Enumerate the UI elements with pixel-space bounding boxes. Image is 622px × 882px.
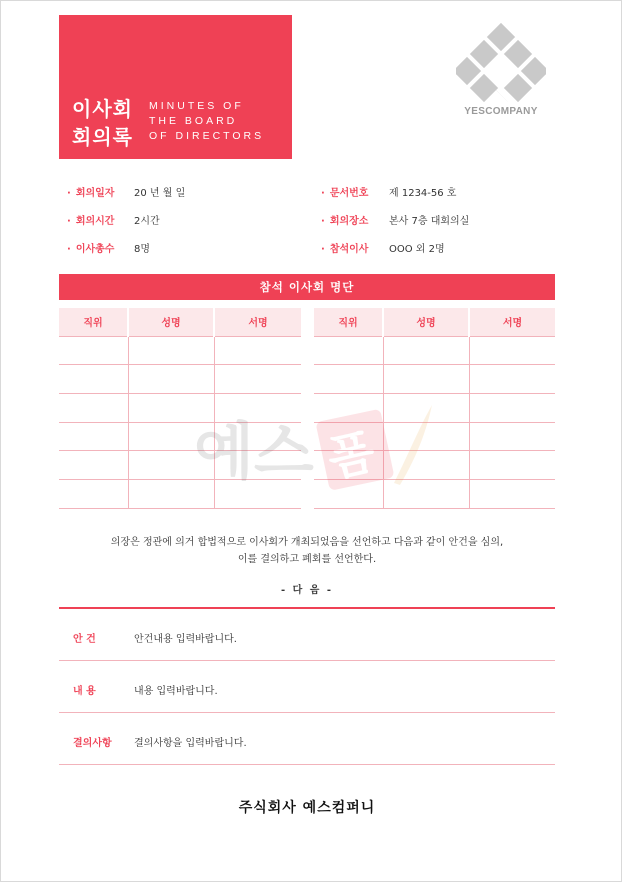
table-cell[interactable] [59, 479, 128, 508]
table-cell[interactable] [59, 336, 128, 365]
title-korean-line1: 이사회 [72, 97, 133, 121]
title-korean-line2: 회의록 [72, 125, 133, 149]
agenda-row-content [59, 661, 555, 713]
total-directors-value: 8명 [134, 244, 151, 255]
table-cell[interactable] [59, 422, 128, 451]
table-cell[interactable] [214, 365, 301, 394]
table-cell[interactable] [214, 479, 301, 508]
table-cell[interactable] [214, 393, 301, 422]
declaration-line1: 의장은 정관에 의거 합법적으로 이사회가 개최되었음을 선언하고 다음과 같이 안건을 심의, [110, 537, 504, 548]
table-cell[interactable] [128, 393, 214, 422]
svg-text:예스: 예스 [194, 415, 314, 488]
column-header-signature: 서명 [469, 308, 555, 336]
svg-text:폼: 폼 [322, 423, 380, 488]
column-header-position: 직위 [314, 308, 383, 336]
doc-number-label: · 문서번호 [321, 184, 368, 199]
table-row [59, 422, 301, 451]
doc-number-value: 제 1234-56 호 [389, 188, 457, 199]
meeting-date-value: 20 년 월 일 [134, 188, 186, 199]
table-row [314, 451, 555, 480]
table-row [314, 365, 555, 394]
table-cell[interactable] [128, 336, 214, 365]
attending-directors-value: OOO 외 2명 [389, 244, 445, 255]
agenda-value[interactable]: 안건내용 입력바랍니다. [134, 634, 237, 645]
table-row [59, 479, 301, 508]
resolution-label: 결의사항 [73, 738, 112, 749]
table-cell[interactable] [383, 336, 469, 365]
table-cell[interactable] [469, 451, 555, 480]
table-cell[interactable] [128, 451, 214, 480]
table-row [59, 451, 301, 480]
table-cell[interactable] [469, 336, 555, 365]
content-label: 내 용 [73, 686, 96, 697]
table-cell[interactable] [128, 479, 214, 508]
table-cell[interactable] [59, 365, 128, 394]
declaration-line2: 이를 결의하고 폐회를 선언한다. [237, 554, 377, 565]
table-cell[interactable] [383, 393, 469, 422]
table-row [59, 365, 301, 394]
table-cell[interactable] [469, 393, 555, 422]
attendance-table-left [59, 308, 301, 509]
column-header-name: 성명 [128, 308, 214, 336]
column-header-signature: 서명 [214, 308, 301, 336]
table-cell[interactable] [314, 479, 383, 508]
table-cell[interactable] [383, 365, 469, 394]
column-header-position: 직위 [59, 308, 128, 336]
table-cell[interactable] [314, 451, 383, 480]
table-cell[interactable] [314, 365, 383, 394]
company-name: 주식회사 예스컴퍼니 [238, 800, 376, 816]
table-cell[interactable] [59, 451, 128, 480]
table-row [314, 422, 555, 451]
meeting-place-label: · 회의장소 [321, 212, 368, 227]
table-row [314, 393, 555, 422]
table-cell[interactable] [314, 422, 383, 451]
table-cell[interactable] [469, 365, 555, 394]
title-english-line1: MINUTES OF [149, 100, 244, 112]
total-directors-label: · 이사총수 [67, 240, 114, 255]
title-english [149, 99, 264, 144]
agenda-label: 안 건 [73, 634, 96, 645]
table-cell[interactable] [128, 365, 214, 394]
table-cell[interactable] [314, 393, 383, 422]
declaration-text [59, 534, 555, 568]
table-cell[interactable] [383, 422, 469, 451]
table-cell[interactable] [214, 451, 301, 480]
table-row [314, 336, 555, 365]
title-english-line2: THE BOARD [149, 115, 238, 127]
table-row [59, 336, 301, 365]
agenda-row-item [59, 609, 555, 661]
meeting-time-value: 2시간 [134, 216, 160, 227]
table-cell[interactable] [128, 422, 214, 451]
following-heading: - 다 음 - [280, 585, 334, 596]
attending-directors-label: · 참석이사 [321, 240, 368, 255]
table-cell[interactable] [383, 451, 469, 480]
table-row [59, 393, 301, 422]
table-cell[interactable] [469, 479, 555, 508]
title-block [59, 15, 292, 159]
table-cell[interactable] [59, 393, 128, 422]
attendance-table-right [314, 308, 555, 509]
table-cell[interactable] [469, 422, 555, 451]
logo-text: YESCOMPANY [464, 106, 538, 117]
table-cell[interactable] [214, 336, 301, 365]
table-row [314, 479, 555, 508]
meeting-place-value: 본사 7층 대회의실 [389, 216, 470, 227]
resolution-value[interactable]: 결의사항을 입력바랍니다. [134, 738, 247, 749]
title-korean [72, 95, 133, 151]
table-cell[interactable] [214, 422, 301, 451]
column-header-name: 성명 [383, 308, 469, 336]
table-cell[interactable] [383, 479, 469, 508]
meeting-date-label: · 회의일자 [67, 184, 114, 199]
content-value[interactable]: 내용 입력바랍니다. [134, 686, 218, 697]
table-cell[interactable] [314, 336, 383, 365]
title-english-line3: OF DIRECTORS [149, 130, 265, 142]
attendance-section-title: 참석 이사회 명단 [59, 274, 555, 300]
agenda-row-resolution [59, 713, 555, 765]
meeting-time-label: · 회의시간 [67, 212, 114, 227]
